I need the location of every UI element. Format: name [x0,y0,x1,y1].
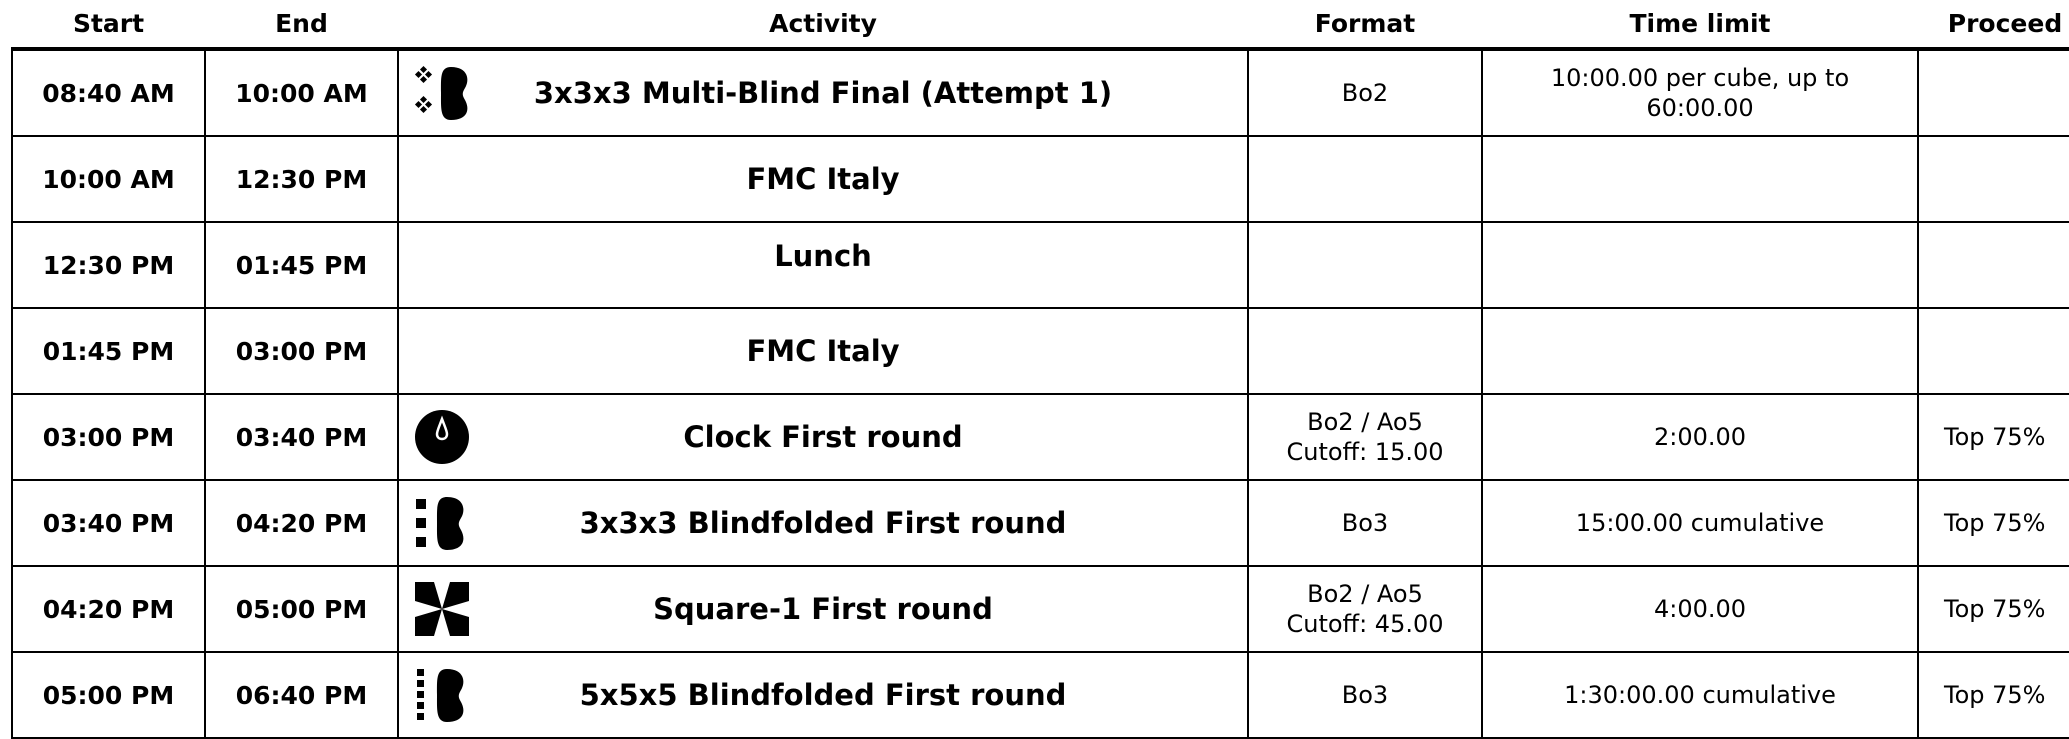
table-row [12,49,2069,136]
3x3x3-multi-blind-icon [413,64,471,122]
time-limit-cell [1482,222,1918,308]
end-time: 10:00 AM [205,49,398,136]
header-proceed: Proceed [1918,0,2069,49]
cutoff-value: Cutoff: 15.00 [1286,438,1444,466]
table-row [12,308,2069,394]
format-value: Bo2 / Ao5 [1307,580,1423,608]
start-time: 03:40 PM [12,480,205,566]
header-activity: Activity [398,0,1248,49]
activity-cell [398,308,1248,394]
schedule-header [12,0,2069,49]
table-row [12,652,2069,738]
table-row [12,222,2069,308]
activity-cell [398,652,1248,738]
table-row [12,566,2069,652]
format-cell [1248,49,1482,136]
schedule-body [12,49,2069,738]
activity-cell [398,222,1248,308]
table-row [12,480,2069,566]
start-time: 01:45 PM [12,308,205,394]
start-time: 10:00 AM [12,136,205,222]
schedule-table [11,0,2069,739]
format-cell: Bo3 [1248,480,1482,566]
table-row [12,394,2069,480]
time-limit-cell: 15:00.00 cumulative [1482,480,1918,566]
time-limit-cell: 1:30:00.00 cumulative [1482,652,1918,738]
activity-name: 3x3x3 Multi-Blind Final (Attempt 1) [533,76,1113,110]
format-cell: Bo3 [1248,652,1482,738]
format-cell [1248,222,1482,308]
proceed-cell: Top 75% [1918,394,2069,480]
start-time: 05:00 PM [12,652,205,738]
header-format: Format [1248,0,1482,49]
activity-name: Clock First round [683,420,963,454]
header-start: Start [12,0,205,49]
activity-name: FMC Italy [746,162,900,196]
header-time-limit: Time limit [1482,0,1918,49]
3x3x3-blindfolded-icon [413,494,471,552]
format-cell [1248,566,1482,652]
time-limit-cell: 2:00.00 [1482,394,1918,480]
activity-name: Lunch [774,239,872,273]
format-value: Bo2 [1341,79,1389,107]
activity-name: 5x5x5 Blindfolded First round [579,678,1067,712]
end-time: 12:30 PM [205,136,398,222]
end-time: 03:00 PM [205,308,398,394]
cutoff-value: Cutoff: 45.00 [1286,610,1444,638]
proceed-cell [1918,222,2069,308]
time-limit-line-2: 60:00.00 [1646,94,1754,122]
end-time: 03:40 PM [205,394,398,480]
time-limit-cell: 4:00.00 [1482,566,1918,652]
time-limit-cell [1482,308,1918,394]
proceed-cell: Top 75% [1918,480,2069,566]
format-value: Bo2 / Ao5 [1307,408,1423,436]
start-time: 04:20 PM [12,566,205,652]
activity-cell [398,480,1248,566]
start-time: 03:00 PM [12,394,205,480]
start-time: 08:40 AM [12,49,205,136]
time-limit-cell [1482,49,1918,136]
activity-cell [398,566,1248,652]
5x5x5-blindfolded-icon [413,666,471,724]
activity-cell [398,394,1248,480]
clock-icon [413,408,471,466]
time-limit-line-1: 10:00.00 per cube, up to [1550,64,1850,92]
table-row [12,136,2069,222]
end-time: 01:45 PM [205,222,398,308]
proceed-cell: Top 75% [1918,652,2069,738]
format-cell [1248,394,1482,480]
start-time: 12:30 PM [12,222,205,308]
header-row [12,0,2069,49]
activity-name: 3x3x3 Blindfolded First round [579,506,1067,540]
proceed-cell [1918,136,2069,222]
end-time: 06:40 PM [205,652,398,738]
proceed-cell [1918,49,2069,136]
end-time: 04:20 PM [205,480,398,566]
format-cell [1248,136,1482,222]
square-1-icon [413,580,471,638]
format-cell [1248,308,1482,394]
proceed-cell [1918,308,2069,394]
activity-name: FMC Italy [746,334,900,368]
proceed-cell: Top 75% [1918,566,2069,652]
activity-name: Square-1 First round [653,592,993,626]
time-limit-cell [1482,136,1918,222]
end-time: 05:00 PM [205,566,398,652]
header-end: End [205,0,398,49]
activity-cell [398,136,1248,222]
activity-cell [398,49,1248,136]
